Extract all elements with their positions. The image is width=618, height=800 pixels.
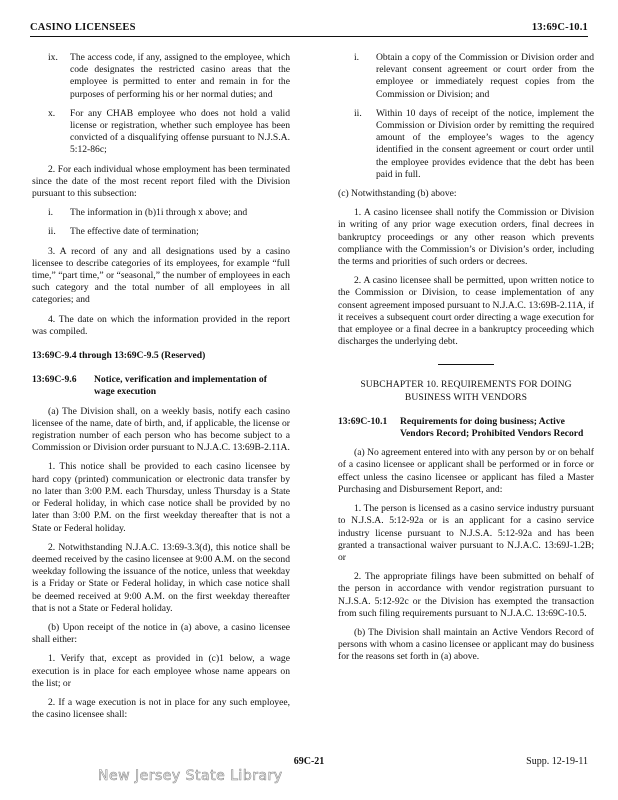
subchapter-heading: SUBCHAPTER 10. REQUIREMENTS FOR DOING BUSINESS WITH VENDORS: [360, 379, 572, 403]
section-title: Notice, verification and implementation of wage execution: [94, 374, 267, 398]
page-number: 69C-21: [293, 756, 325, 767]
reserved-heading: 13:69C-9.4 through 13:69C-9.5 (Reserved): [32, 350, 206, 362]
section-heading-9-6: [32, 374, 290, 398]
right-column: [338, 52, 594, 671]
section-number: 13:69C-10.1: [338, 415, 388, 427]
paragraph-3: 3. A record of any and all designations used by a casino licensee to describe categories of its employees, for example “full time,” “part time,” or “seasonal,” the number of employees in each such category and the total number of all employees in all categories; and: [32, 245, 290, 306]
supplement-date: Supp. 12-19-11: [526, 756, 588, 767]
header-title: CASINO LICENSEES: [30, 22, 136, 33]
paragraph-b1: 1. Verify that, except as provided in (c)1 below, a wage execution is in place for each employee whose name appears on the list; or: [32, 653, 290, 689]
paragraph-2-i: i. The information in (b)1i through x above; and: [48, 207, 248, 219]
running-header: [30, 22, 588, 37]
paragraph-a2: 2. Notwithstanding N.J.A.C. 13:69-3.3(d), this notice shall be deemed received by the casino licensee at 9:00 A.M. on the second weekday following the issuance of the notice, unless that weekday is a Friday or State or Federal holiday, in which case notice shall be deemed received at 9:00 A.M. on the first weekday thereafter that is not a State or Federal holiday.: [32, 541, 290, 614]
paragraph-c2: 2. A casino licensee shall be permitted, upon written notice to the Commission or Division, to cease implementation of any consent agreement imposed pursuant to N.J.A.C. 13:69B-2.11A, if it receives a subsequent court order directing a wage execution for that employee or a final decree in a bankruptcy proceeding which discharges the underlying debt.: [338, 275, 594, 348]
paragraph-a: (a) The Division shall, on a weekly basis, notify each casino licensee of the name, date of birth, and, if applicable, the license or registration number of each person who has become subject to a Commission or Division order pursuant to N.J.A.C. 13:69B-2.11A.: [32, 405, 290, 454]
paragraph-2-ii: ii. The effective date of termination;: [48, 226, 199, 238]
section-heading-10-1: [338, 416, 594, 440]
paragraph-b2-i: i. Obtain a copy of the Commission or Division order and relevant consent agreement or court order from the employee or immediately request copies from the Commission or Division; and: [354, 52, 594, 100]
left-column: [32, 52, 290, 728]
paragraph-4: 4. The date on which the information provided in the report was compiled.: [32, 313, 290, 337]
paragraph-b: (b) Upon receipt of the notice in (a) above, a casino licensee shall either:: [32, 621, 290, 646]
section-divider: [438, 364, 494, 365]
paragraph-2: 2. For each individual whose employment has been terminated since the date of the most recent report filed with the Division pursuant to this subsection:: [32, 163, 290, 200]
paragraph-b2: 2. If a wage execution is not in place for any such employee, the casino licensee shall:: [32, 696, 290, 721]
paragraph-rb: (b) The Division shall maintain an Active Vendors Record of persons with whom a casino licensee or applicant may do business for the reasons set forth in (a) above.: [338, 626, 594, 663]
paragraph-ix: ix. The access code, if any, assigned to the employee, which code designates the restricted casino areas that the employee is permitted to enter and remain in for the purposes of performing his or her normal duties; and: [48, 52, 290, 100]
paragraph-a1: 1. This notice shall be provided to each casino licensee by hard copy (printed) communication or electronic data transfer by no later than 3:00 P.M. each Thursday, unless Thursday is a State or Federal holiday, in which case notice shall be provided by no later than 3:00 P.M. on the first weekday thereafter that is not a State or Federal holiday.: [32, 461, 290, 534]
paragraph-ra2: 2. The appropriate filings have been submitted on behalf of the person in accordance with vendor registration pursuant to N.J.S.A. 5:12-92c or the Division has exempted the transaction from such filing requirements pursuant to N.J.A.C. 13:69C-10.5.: [338, 571, 594, 619]
section-title: Requirements for doing business; Active Vendors Record; Prohibited Vendors Record: [400, 415, 584, 440]
paragraph-c: (c) Notwithstanding (b) above:: [338, 188, 457, 200]
section-number: 13:69C-9.6: [32, 374, 77, 386]
library-watermark: New Jersey State Library: [98, 768, 283, 784]
paragraph-ra1: 1. The person is licensed as a casino service industry pursuant to N.J.S.A. 5:12-92a or is an applicant for a casino service industry license pursuant to N.J.S.A. 5:12-92a and has been granted a transactional waiver pursuant to N.J.A.C. 13:69J-1.2B; or: [338, 503, 594, 563]
paragraph-b2-ii: ii. Within 10 days of receipt of the notice, implement the Commission or Division order by remitting the required amount of the employee’s wages to the agency identified in the consent agreement or court order until the employee provides evidence that the debt has been paid in full.: [354, 107, 594, 180]
paragraph-x: x. For any CHAB employee who does not hold a valid license or registration, whether such employee has been convicted of a disqualifying offense pursuant to N.J.S.A. 5:12-86c;: [48, 107, 290, 156]
header-section: 13:69C-10.1: [531, 22, 588, 33]
paragraph-c1: 1. A casino licensee shall notify the Commission or Division in writing of any prior wage execution orders, final decrees in bankruptcy proceedings or any other reason which prevents compliance with the Commission’s or Division’s order, including the terms and priorities of such orders or decrees.: [338, 207, 594, 268]
paragraph-ra: (a) No agreement entered into with any person by or on behalf of a casino licensee or applicant shall be performed or in force or effect unless the casino licensee or applicant has filed a Master Purchasing and Disbursement Report, and:: [338, 447, 594, 495]
